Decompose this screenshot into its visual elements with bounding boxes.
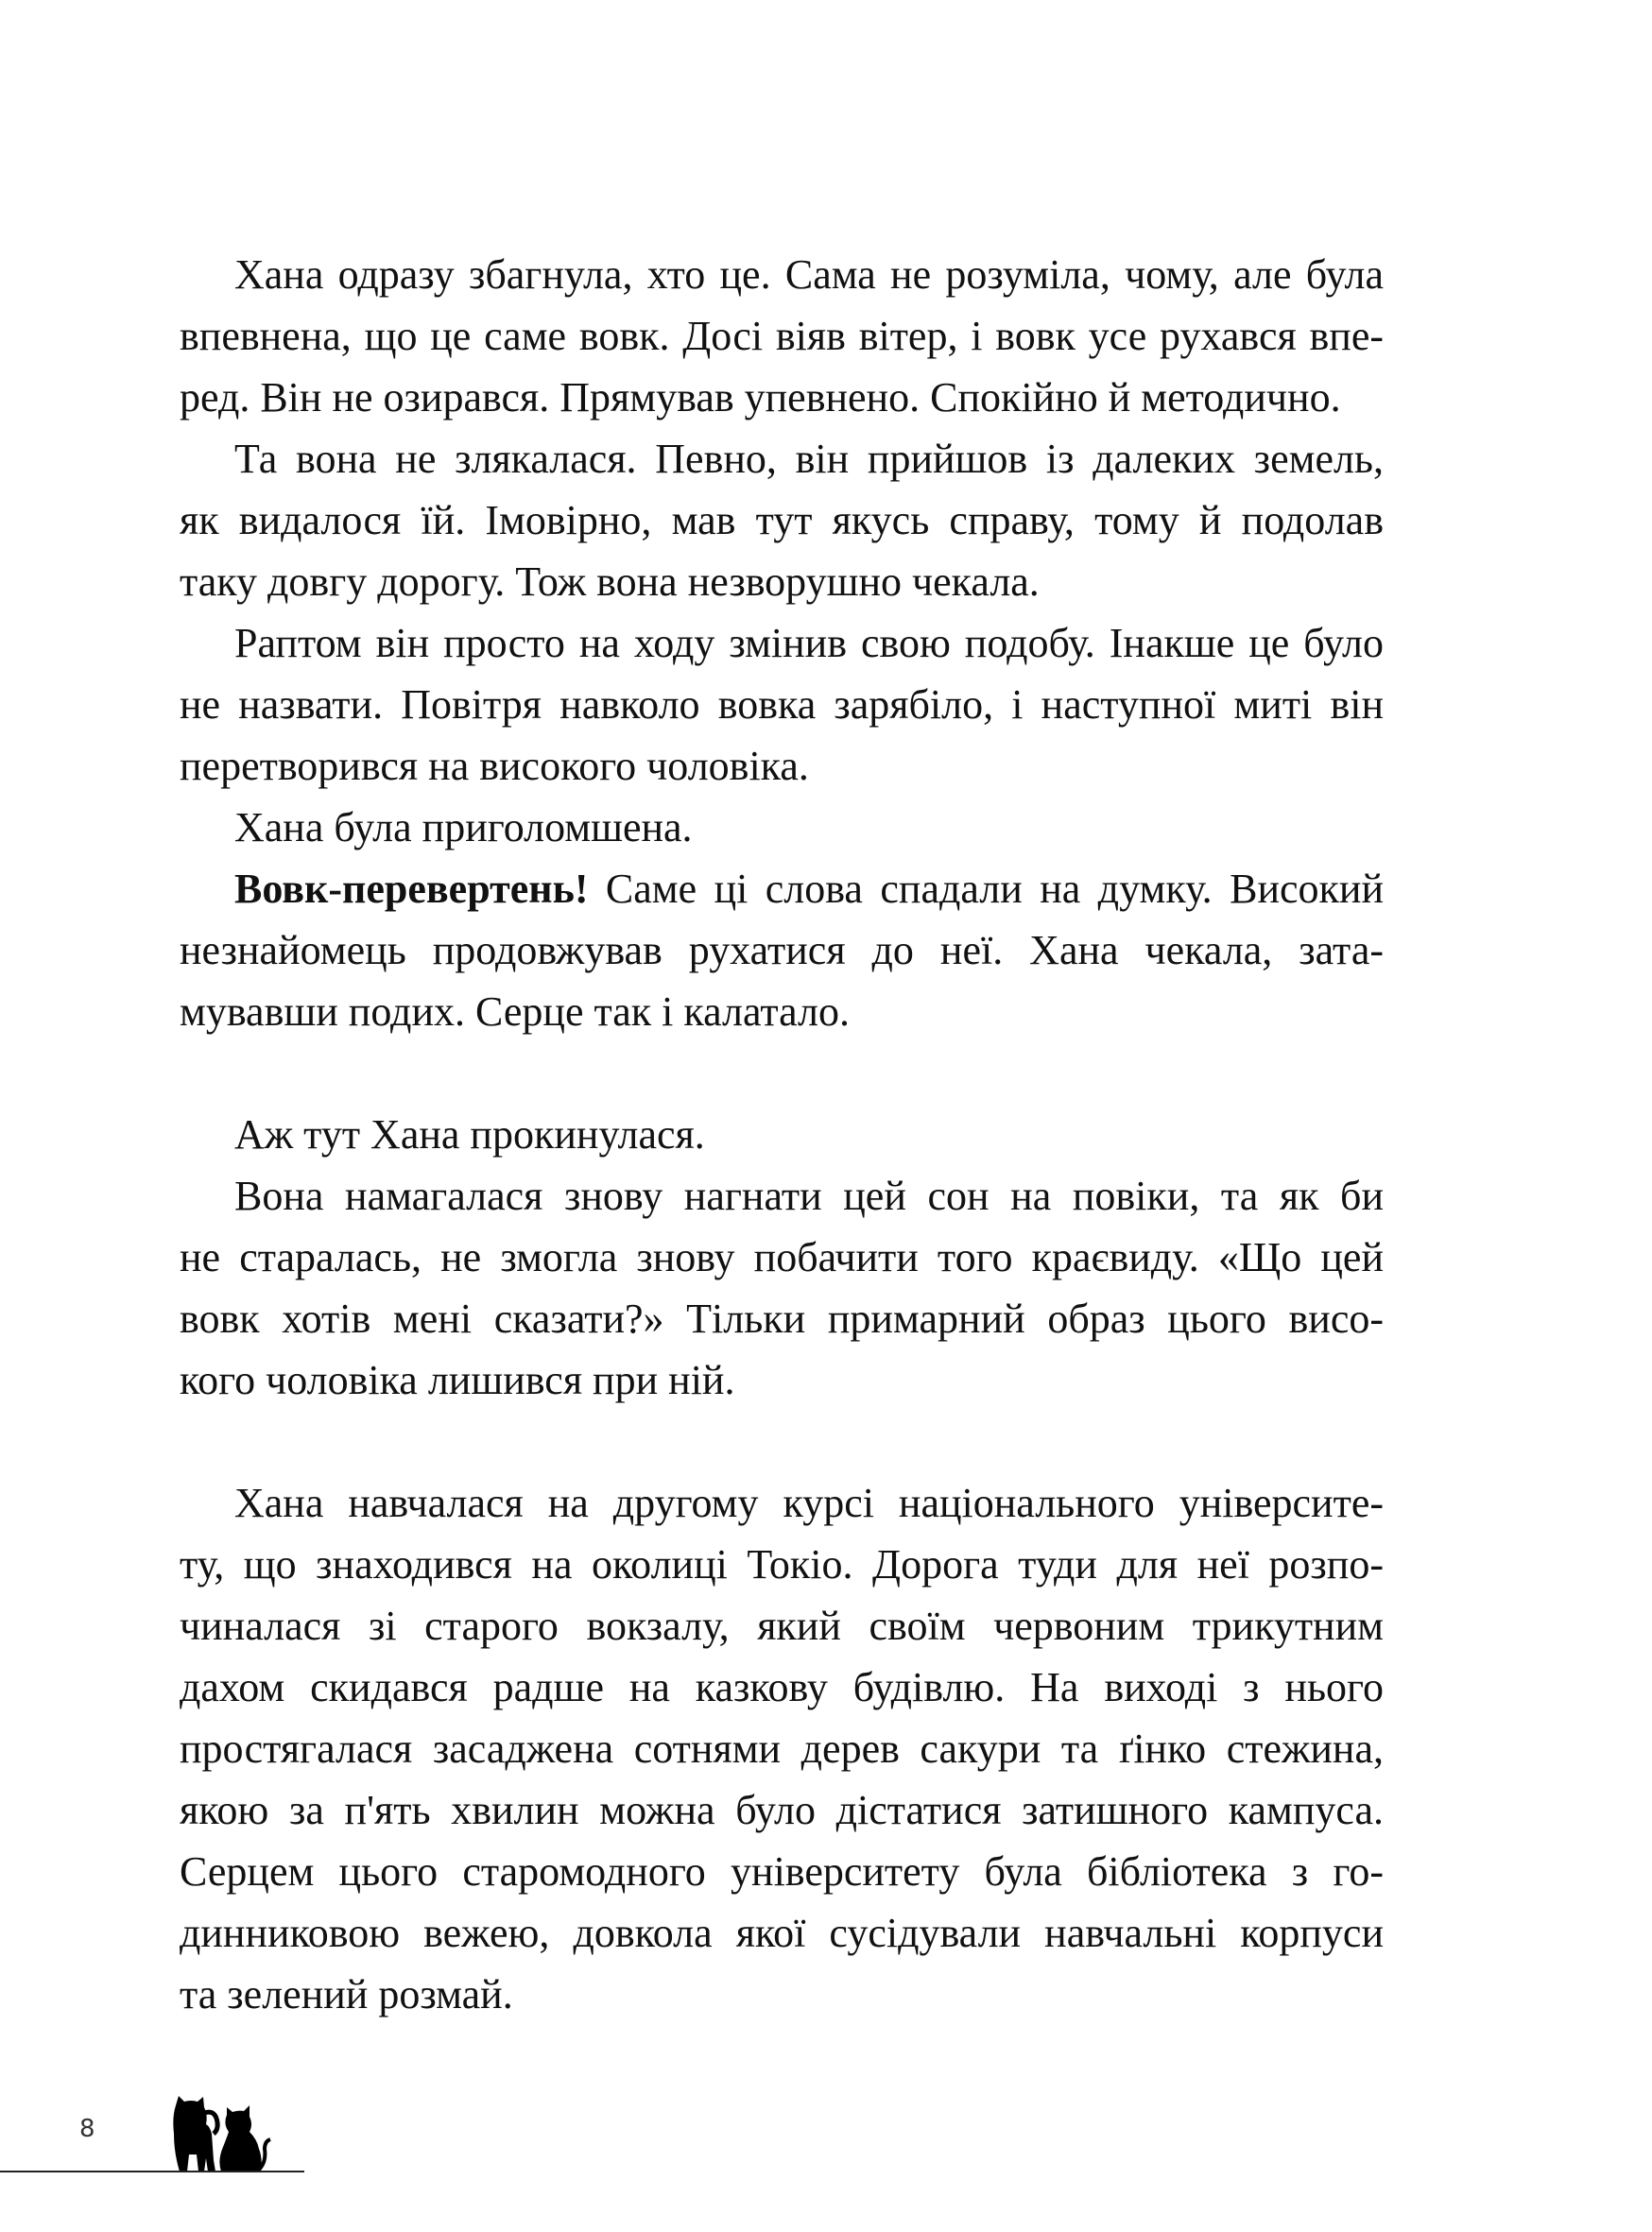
text-line: Та вона не злякалася. Певно, він прийшов із далеких земель, bbox=[234, 436, 1384, 482]
paragraph bbox=[180, 797, 1384, 858]
two-cats-silhouette-icon bbox=[170, 2096, 279, 2173]
text-line: Хана одразу збагнула, хто це. Сама не розуміла, чому, але була bbox=[234, 251, 1384, 298]
text-line: мувавши подих. Серце так і калатало. bbox=[180, 988, 850, 1035]
paragraph bbox=[180, 858, 1384, 1042]
page-number: 8 bbox=[79, 2115, 95, 2143]
text-line: та зелений розмай. bbox=[180, 1971, 513, 2017]
section-break bbox=[180, 1411, 1384, 1472]
text-line: дахом скидався радше на казкову будівлю. На виході з нього bbox=[180, 1664, 1384, 1710]
text-line: ред. Він не озирався. Прямував упевнено. Спокійно й методично. bbox=[180, 374, 1341, 421]
text-line: вовк хотів мені сказати?» Тільки примарний образ цього висо- bbox=[180, 1296, 1384, 1342]
paragraph bbox=[180, 1104, 1384, 1165]
text-line: якою за п'ять хвилин можна було дістатися затишного кампуса. bbox=[180, 1787, 1384, 1833]
text-line: чиналася зі старого вокзалу, який своїм червоним трикутним bbox=[180, 1603, 1384, 1649]
text-line: незнайомець продовжував рухатися до неї. Хана чекала, зата- bbox=[180, 927, 1384, 973]
text-line: Вона намагалася знову нагнати цей сон на повіки, та як би bbox=[234, 1173, 1384, 1219]
paragraph bbox=[180, 244, 1384, 428]
text-line: Аж тут Хана прокинулася. bbox=[234, 1111, 705, 1158]
text-line: простягалася засаджена сотнями дерев сакури та ґінко стежина, bbox=[180, 1726, 1384, 1772]
section-break bbox=[180, 1042, 1384, 1104]
text-line: перетворився на високого чоловіка. bbox=[180, 743, 809, 789]
text-line: Серцем цього старомодного університету була бібліотека з го- bbox=[180, 1848, 1384, 1895]
paragraph bbox=[180, 1165, 1384, 1411]
text-line: Хана навчалася на другому курсі національного університе- bbox=[234, 1480, 1384, 1526]
text-line: впевнена, що це саме вовк. Досі віяв вітер, і вовк усе рухався впе- bbox=[180, 313, 1384, 359]
text-line: ту, що знаходився на околиці Токіо. Дорога туди для неї розпо- bbox=[180, 1541, 1384, 1588]
text-line: Раптом він просто на ходу змінив свою подобу. Інакше це було bbox=[234, 620, 1384, 666]
footer-rule bbox=[0, 2171, 304, 2172]
text-line: не старалась, не змогла знову побачити того краєвиду. «Що цей bbox=[180, 1234, 1384, 1280]
text-line bbox=[180, 858, 1384, 919]
text-line: Хана була приголомшена. bbox=[234, 804, 693, 850]
text-line: кого чоловіка лишився при ній. bbox=[180, 1357, 735, 1403]
paragraph bbox=[180, 612, 1384, 797]
bold-emphasis: Вовк-перевертень! bbox=[234, 866, 589, 912]
text-line: динниковою вежею, довкола якої сусідували навчальні корпуси bbox=[180, 1910, 1384, 1956]
paragraph bbox=[180, 1472, 1384, 2025]
body-text bbox=[180, 244, 1384, 2025]
text-run: Саме ці слова спадали на думку. Високий bbox=[588, 866, 1384, 912]
text-line: таку довгу дорогу. Тож вона незворушно чекала. bbox=[180, 558, 1040, 605]
paragraph bbox=[180, 428, 1384, 612]
text-line: як видалося їй. Імовірно, мав тут якусь справу, тому й подолав bbox=[180, 497, 1384, 543]
text-line: не назвати. Повітря навколо вовка зарябіло, і наступної миті він bbox=[180, 681, 1384, 728]
